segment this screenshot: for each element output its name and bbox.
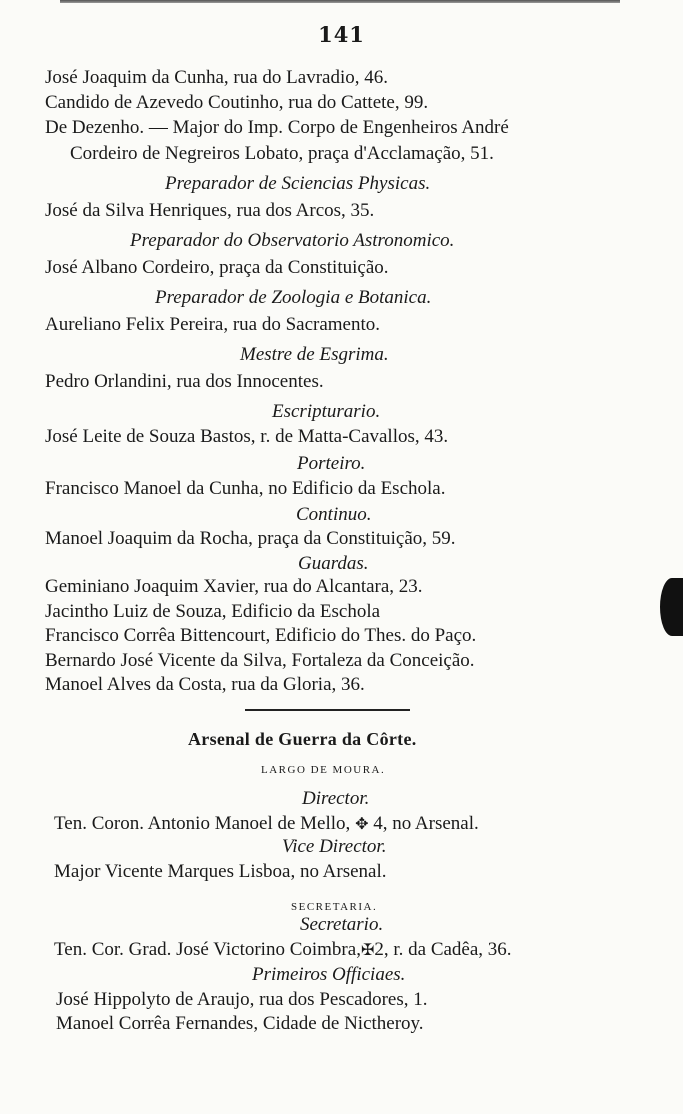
section-heading: Secretario. [300,914,384,935]
page-number: 141 [318,22,365,47]
entry-text: Ten. Coron. Antonio Manoel de Mello, [54,813,351,834]
arsenal-heading: Arsenal de Guerra da Côrte. [188,729,417,749]
entry-line: Pedro Orlandini, rua dos Innocentes. [45,371,324,392]
section-heading: Vice Director. [282,836,387,857]
entry-line: Manoel Joaquim da Rocha, praça da Constituição, 59. [45,528,456,549]
section-heading: Porteiro. [297,453,366,474]
section-heading: Preparador de Zoologia e Botanica. [155,287,432,308]
entry-line: De Dezenho. — Major do Imp. Corpo de Engenheiros André [45,117,509,138]
entry-line: Cordeiro de Negreiros Lobato, praça d'Acclamação, 51. [70,143,494,164]
entry-text: 2, r. da Cadêa, 36. [374,939,512,960]
entry-line: Major Vicente Marques Lisboa, no Arsenal. [54,861,387,882]
section-heading: Preparador de Sciencias Physicas. [165,173,431,194]
ink-blot [660,578,683,636]
entry-line [54,939,512,962]
entry-line: José Albano Cordeiro, praça da Constituição. [45,257,389,278]
cross-insignia-icon: ✠ [360,942,375,959]
order-insignia-icon: ✥ [355,816,369,833]
entry-line: Geminiano Joaquim Xavier, rua do Alcantara, 23. [45,576,423,597]
entry-line: Manoel Corrêa Fernandes, Cidade de Nictheroy. [56,1013,424,1034]
section-divider [245,709,410,711]
top-edge-rule [60,0,620,3]
section-heading: Continuo. [296,504,372,525]
entry-line: José Hippolyto de Araujo, rua dos Pescadores, 1. [56,989,428,1010]
section-heading: Mestre de Esgrima. [240,344,389,365]
entry-line: José Leite de Souza Bastos, r. de Matta-Cavallos, 43. [45,426,449,447]
entry-line: José da Silva Henriques, rua dos Arcos, 35. [45,200,375,221]
entry-line: José Joaquim da Cunha, rua do Lavradio, 46. [45,67,388,88]
location-subheading: SECRETARIA. [291,901,378,913]
section-heading: Director. [302,788,370,809]
location-subheading: LARGO DE MOURA. [261,764,386,776]
entry-line: Bernardo José Vicente da Silva, Fortaleza da Conceição. [45,650,475,671]
section-heading: Primeiros Officiaes. [252,964,406,985]
entry-line: Aureliano Felix Pereira, rua do Sacramento. [45,314,381,335]
section-heading: Guardas. [298,553,369,574]
section-heading: Escripturario. [272,401,381,422]
section-heading: Preparador do Observatorio Astronomico. [130,230,455,251]
entry-line: Francisco Corrêa Bittencourt, Edificio do Thes. do Paço. [45,625,477,646]
entry-text: Ten. Cor. Grad. José Victorino Coimbra, [54,939,361,960]
entry-text: 4, no Arsenal. [373,813,479,834]
entry-line [54,813,479,836]
entry-line: Jacintho Luiz de Souza, Edificio da Eschola [45,601,381,622]
entry-line: Manoel Alves da Costa, rua da Gloria, 36. [45,674,365,695]
entry-line: Francisco Manoel da Cunha, no Edificio da Eschola. [45,478,446,499]
entry-line: Candido de Azevedo Coutinho, rua do Cattete, 99. [45,92,429,113]
